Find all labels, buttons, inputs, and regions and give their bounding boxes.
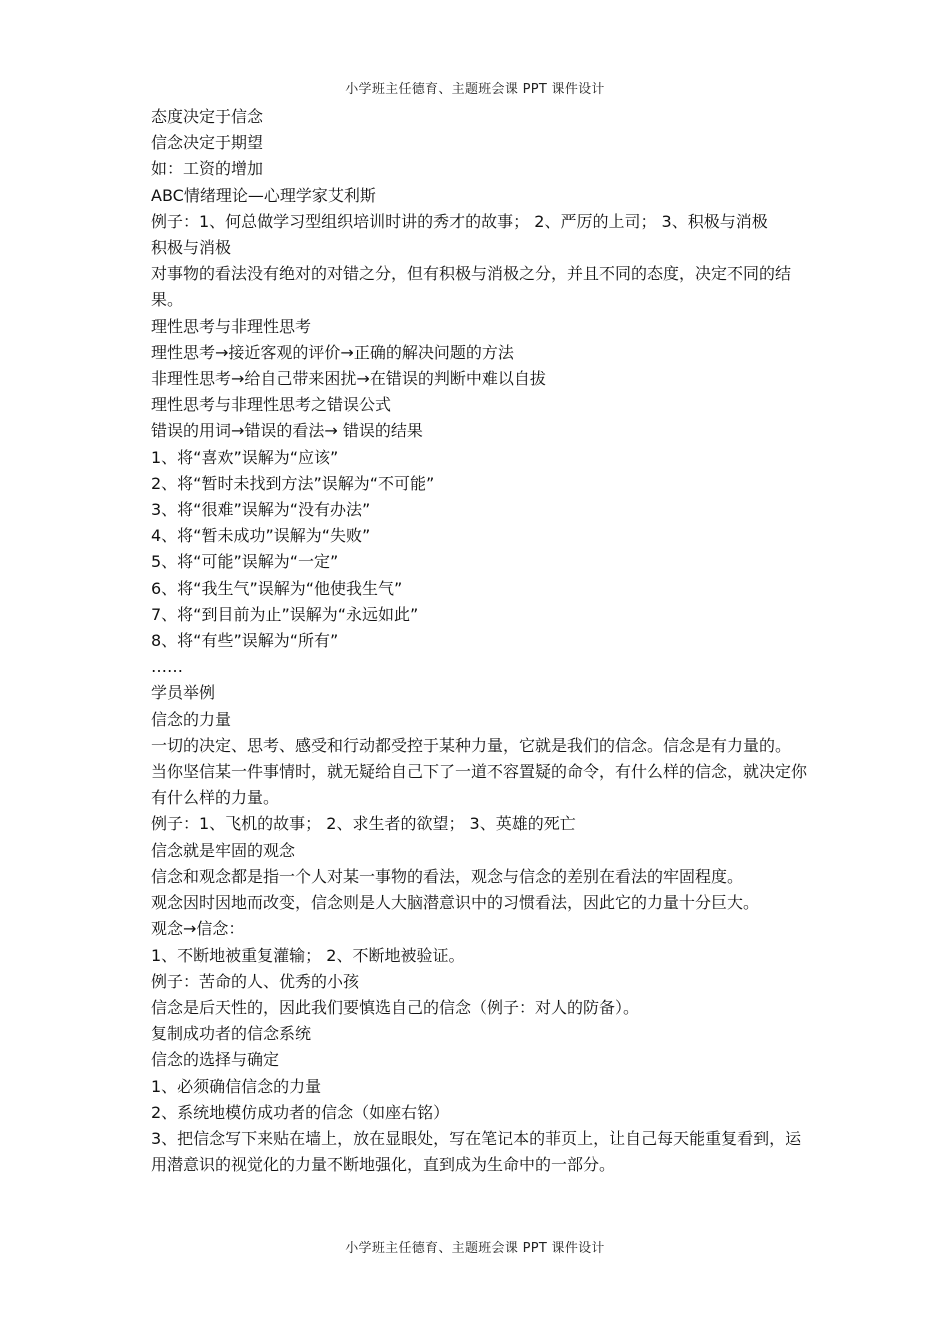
text-line: 1、不断地被重复灌输； 2、不断地被验证。 xyxy=(151,945,465,965)
paragraph: 当你坚信某一件事情时，就无疑给自己下了一道不容置疑的命令，有什么样的信念，就决定你有什么样的力量。 xyxy=(151,762,808,808)
list-item: 6、将“我生气”误解为“他使我生气” xyxy=(151,578,403,598)
text-line: 如：工资的增加 xyxy=(151,159,264,179)
section-heading: 理性思考与非理性思考之错误公式 xyxy=(151,395,392,415)
paragraph: 信念是后天性的，因此我们要慎选自己的信念（例子：对人的防备）。 xyxy=(151,997,640,1017)
section-heading: 理性思考与非理性思考 xyxy=(151,316,312,336)
text-line: 观念→信念： xyxy=(151,919,245,939)
paragraph: 观念因时因地而改变，信念则是人大脑潜意识中的习惯看法，因此它的力量十分巨大。 xyxy=(151,893,760,913)
text-line: 错误的用词→错误的看法→ 错误的结果 xyxy=(151,421,423,441)
text-line: 信念决定于期望 xyxy=(151,133,264,153)
paragraph: 一切的决定、思考、感受和行动都受控于某种力量，它就是我们的信念。信念是有力量的。 xyxy=(151,735,792,755)
list-item: 2、系统地模仿成功者的信念（如座右铭） xyxy=(151,1102,450,1122)
paragraph: 信念和观念都是指一个人对某一事物的看法，观念与信念的差别在看法的牢固程度。 xyxy=(151,866,744,886)
section-heading: 信念的力量 xyxy=(151,709,232,729)
page-footer: 小学班主任德育、主题班会课 PPT 课件设计 xyxy=(345,1241,605,1256)
document-body xyxy=(151,104,807,1178)
list-item: 5、将“可能”误解为“一定” xyxy=(151,552,339,572)
list-item: 1、必须确信信念的力量 xyxy=(151,1076,322,1096)
list-item: 7、将“到目前为止”误解为“永远如此” xyxy=(151,604,419,624)
section-heading: 信念的选择与确定 xyxy=(151,1050,280,1070)
ellipsis: …… xyxy=(151,657,183,677)
text-line: 例子：苦命的人、优秀的小孩 xyxy=(151,971,360,991)
page-header: 小学班主任德育、主题班会课 PPT 课件设计 xyxy=(345,82,605,97)
list-item: 3、把信念写下来贴在墙上，放在显眼处，写在笔记本的菲页上，让自己每天能重复看到，运用潜意识的视觉化的力量不断地强化，直到成为生命中的一部分。 xyxy=(151,1128,802,1175)
text-line: 积极与消极 xyxy=(151,238,232,258)
list-item: 1、将“喜欢”误解为“应该” xyxy=(151,447,339,467)
list-item: 8、将“有些”误解为“所有” xyxy=(151,631,339,651)
text-line: 学员举例 xyxy=(151,683,216,703)
text-line: 理性思考→接近客观的评价→正确的解决问题的方法 xyxy=(151,342,514,362)
section-heading: 信念就是牢固的观念 xyxy=(151,840,296,860)
text-line: 例子：1、飞机的故事； 2、求生者的欲望； 3、英雄的死亡 xyxy=(151,814,576,834)
text-line: 非理性思考→给自己带来困扰→在错误的判断中难以自拔 xyxy=(151,369,546,389)
list-item: 3、将“很难”误解为“没有办法” xyxy=(151,500,371,520)
text-line: ABC情绪理论—心理学家艾利斯 xyxy=(151,185,376,205)
text-line: 对事物的看法没有绝对的对错之分，但有积极与消极之分，并且不同的态度，决定不同的结果。 xyxy=(151,264,792,310)
list-item: 4、将“暂未成功”误解为“失败” xyxy=(151,526,371,546)
text-line: 例子：1、何总做学习型组织培训时讲的秀才的故事； 2、严厉的上司； 3、积极与消极 xyxy=(151,211,768,231)
text-line: 态度决定于信念 xyxy=(151,107,264,126)
list-item: 2、将“暂时未找到方法”误解为“不可能” xyxy=(151,473,435,493)
section-heading: 复制成功者的信念系统 xyxy=(151,1024,312,1044)
